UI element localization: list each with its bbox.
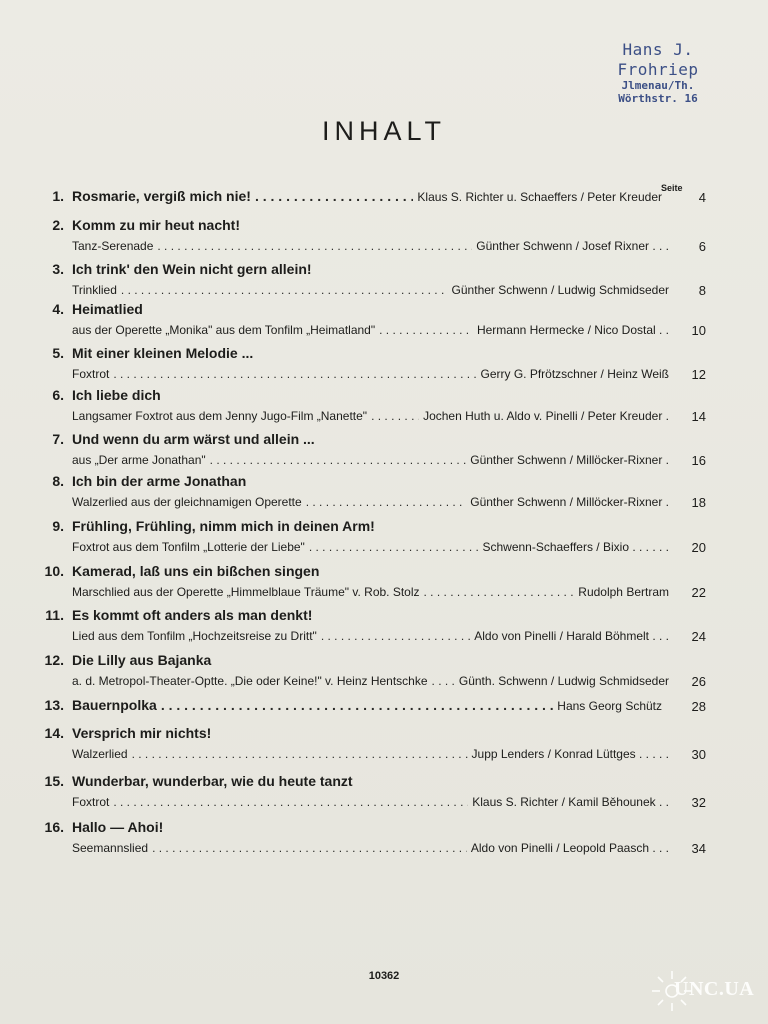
entry-number: 4. — [52, 301, 64, 317]
dot-leader — [306, 495, 467, 510]
dot-leader — [210, 453, 467, 468]
stamp-city: Jlmenau/Th. — [621, 79, 695, 93]
entry-title: Versprich mir nichts! — [72, 725, 212, 741]
entry-subtitle: a. d. Metropol-Theater-Optte. „Die oder Keine!" v. Heinz Hentschke — [72, 674, 428, 688]
entry-subtitle-line — [72, 495, 669, 510]
entry-author: Schwenn-Schaeffers / Bixio . . . . . . — [482, 540, 669, 554]
entry-number: 1. — [52, 188, 64, 204]
entry-page-number: 28 — [691, 699, 706, 714]
dot-leader — [321, 629, 470, 644]
entry-page-number: 4 — [698, 190, 706, 205]
dot-leader — [121, 283, 448, 298]
page-column-label: Seite — [661, 183, 683, 193]
entry-title: Heimatlied — [72, 301, 143, 317]
entry-number: 16. — [44, 819, 64, 835]
entry-title: Ich trink' den Wein nicht gern allein! — [72, 261, 312, 277]
entry-page-number: 6 — [698, 239, 706, 254]
entry-number: 8. — [52, 473, 64, 489]
entry-subtitle: aus „Der arme Jonathan" — [72, 453, 206, 467]
entry-subtitle: Trinklied — [72, 283, 117, 297]
entry-author: Günther Schwenn / Millöcker-Rixner . — [470, 495, 669, 509]
entry-author: Jochen Huth u. Aldo v. Pinelli / Peter Kreuder . — [423, 409, 669, 423]
watermark — [652, 966, 762, 1016]
entry-heading — [40, 725, 211, 742]
entry-page-number: 10 — [691, 323, 706, 338]
entry-number: 9. — [52, 518, 64, 534]
entry-subtitle-line — [72, 674, 669, 689]
stamp-name: Hans J. Frohriep — [617, 40, 699, 79]
catalog-number: 10362 — [368, 970, 400, 982]
entry-author: Aldo von Pinelli / Leopold Paasch . . . — [470, 841, 669, 855]
dot-leader — [424, 585, 575, 600]
entry-title: Frühling, Frühling, nimm mich in deinen Arm! — [72, 518, 375, 534]
entry-title: Es kommt oft anders als man denkt! — [72, 607, 313, 623]
entry-subtitle-line — [72, 323, 669, 338]
entry-heading — [40, 773, 353, 790]
entry-heading — [40, 819, 163, 836]
entry-number: 11. — [45, 607, 64, 623]
entry-page-number: 18 — [691, 495, 706, 510]
entry-subtitle-line — [72, 409, 669, 424]
entry-subtitle: Walzerlied aus der gleichnamigen Operette — [72, 495, 302, 509]
entry-title: Bauernpolka — [72, 697, 157, 713]
entry-subtitle-line — [72, 585, 669, 600]
entry-title: Und wenn du arm wärst und allein ... — [72, 431, 315, 447]
dot-leader — [371, 409, 419, 424]
entry-author: Aldo von Pinelli / Harald Böhmelt . . . — [474, 629, 669, 643]
watermark-text: UNC.UA — [674, 978, 755, 1000]
entry-author: Günther Schwenn / Ludwig Schmidseder — [451, 283, 669, 297]
page-title: INHALT — [321, 116, 446, 146]
entry-page-number: 26 — [691, 674, 706, 689]
dot-leader — [379, 323, 473, 338]
dot-leader — [309, 540, 479, 555]
entry-heading — [40, 652, 211, 669]
entry-subtitle: Walzerlied — [72, 747, 128, 761]
entry-author: Klaus S. Richter / Kamil Běhounek . . — [472, 795, 669, 809]
entry-number: 13. — [44, 697, 64, 713]
entry-subtitle-line — [72, 367, 669, 382]
entry-heading — [40, 345, 253, 362]
entry-title: Komm zu mir heut nacht! — [72, 217, 241, 233]
entry-subtitle-line — [72, 283, 669, 298]
entry-heading — [40, 473, 246, 490]
entry-subtitle-line — [72, 453, 669, 468]
entry-subtitle: Lied aus dem Tonfilm „Hochzeitsreise zu Dritt" — [72, 629, 317, 643]
entry-number: 6. — [52, 387, 64, 403]
entry-subtitle: Tanz-Serenade — [72, 239, 154, 253]
entry-title: Hallo — Ahoi! — [72, 819, 164, 835]
entry-subtitle-line — [72, 747, 669, 762]
entry-subtitle-line — [72, 629, 669, 644]
entry-heading — [40, 431, 315, 448]
entry-subtitle: Foxtrot — [72, 367, 110, 381]
entry-number: 10. — [44, 563, 64, 579]
entry-page-number: 8 — [698, 283, 706, 298]
entry-author: Günther Schwenn / Millöcker-Rixner . — [470, 453, 669, 467]
entry-number: 3. — [52, 261, 64, 277]
entry-page-number: 34 — [691, 841, 706, 856]
entry-page-number: 12 — [691, 367, 706, 382]
entry-title: Mit einer kleinen Melodie ... — [72, 345, 254, 361]
entry-subtitle-line — [72, 540, 669, 555]
entry-heading — [40, 697, 662, 715]
entry-number: 2. — [52, 217, 64, 233]
entry-heading — [40, 387, 161, 404]
entry-subtitle: Foxtrot aus dem Tonfilm „Lotterie der Liebe" — [72, 540, 305, 554]
entry-page-number: 22 — [691, 585, 706, 600]
entry-title: Ich liebe dich — [72, 387, 161, 403]
entry-page-number: 20 — [691, 540, 706, 555]
dot-leader — [432, 674, 455, 689]
entry-author: Günther Schwenn / Josef Rixner . . . — [476, 239, 669, 253]
entry-page-number: 32 — [691, 795, 706, 810]
entry-number: 5. — [52, 345, 64, 361]
entry-author: Jupp Lenders / Konrad Lüttges . . . . . — [471, 747, 669, 761]
entry-author: Günth. Schwenn / Ludwig Schmidseder — [458, 674, 669, 688]
entry-subtitle-line — [72, 841, 669, 856]
entry-title: Kamerad, laß uns ein bißchen singen — [72, 563, 320, 579]
entry-heading — [40, 607, 312, 624]
entry-number: 12. — [44, 652, 64, 668]
dot-leader — [152, 841, 467, 856]
entry-title: Ich bin der arme Jonathan — [72, 473, 247, 489]
entry-subtitle: Langsamer Foxtrot aus dem Jenny Jugo-Film „Nanette" — [72, 409, 368, 423]
entry-page-number: 16 — [691, 453, 706, 468]
entry-number: 15. — [44, 773, 64, 789]
entry-number: 14. — [44, 725, 64, 741]
dot-leader — [255, 188, 413, 205]
entry-subtitle-line — [72, 239, 669, 254]
entry-subtitle: aus der Operette „Monika" aus dem Tonfilm „Heimatland" — [72, 323, 376, 337]
entry-subtitle: Foxtrot — [72, 795, 110, 809]
dot-leader — [161, 697, 553, 714]
entry-heading — [40, 217, 240, 234]
entry-heading — [40, 563, 319, 580]
owner-stamp — [578, 40, 738, 106]
entry-page-number: 30 — [691, 747, 706, 762]
entry-author: Klaus S. Richter u. Schaeffers / Peter Kreuder — [417, 190, 662, 204]
entry-author: Gerry G. Pfrötzschner / Heinz Weiß — [480, 367, 669, 381]
entry-heading — [40, 261, 312, 278]
stamp-street: Wörthstr. 16 — [618, 92, 698, 106]
dot-leader — [113, 795, 468, 810]
entry-subtitle-line — [72, 795, 669, 810]
dot-leader — [113, 367, 476, 382]
entry-author: Rudolph Bertram — [578, 585, 669, 599]
entry-title: Wunderbar, wunderbar, wie du heute tanzt — [72, 773, 353, 789]
entry-heading — [40, 518, 375, 535]
entry-title: Die Lilly aus Bajanka — [72, 652, 212, 668]
entry-subtitle: Marschlied aus der Operette „Himmelblaue Träume" v. Rob. Stolz — [72, 585, 420, 599]
entry-heading — [40, 188, 662, 206]
entry-page-number: 14 — [691, 409, 706, 424]
entry-author: Hans Georg Schütz — [557, 699, 662, 713]
entry-subtitle: Seemannslied — [72, 841, 149, 855]
entry-page-number: 24 — [691, 629, 706, 644]
dot-leader — [157, 239, 472, 254]
entry-number: 7. — [52, 431, 64, 447]
entry-author: Hermann Hermecke / Nico Dostal . . — [476, 323, 669, 337]
entry-heading — [40, 301, 143, 318]
dot-leader — [132, 747, 468, 762]
entry-title: Rosmarie, vergiß mich nie! — [72, 188, 251, 204]
